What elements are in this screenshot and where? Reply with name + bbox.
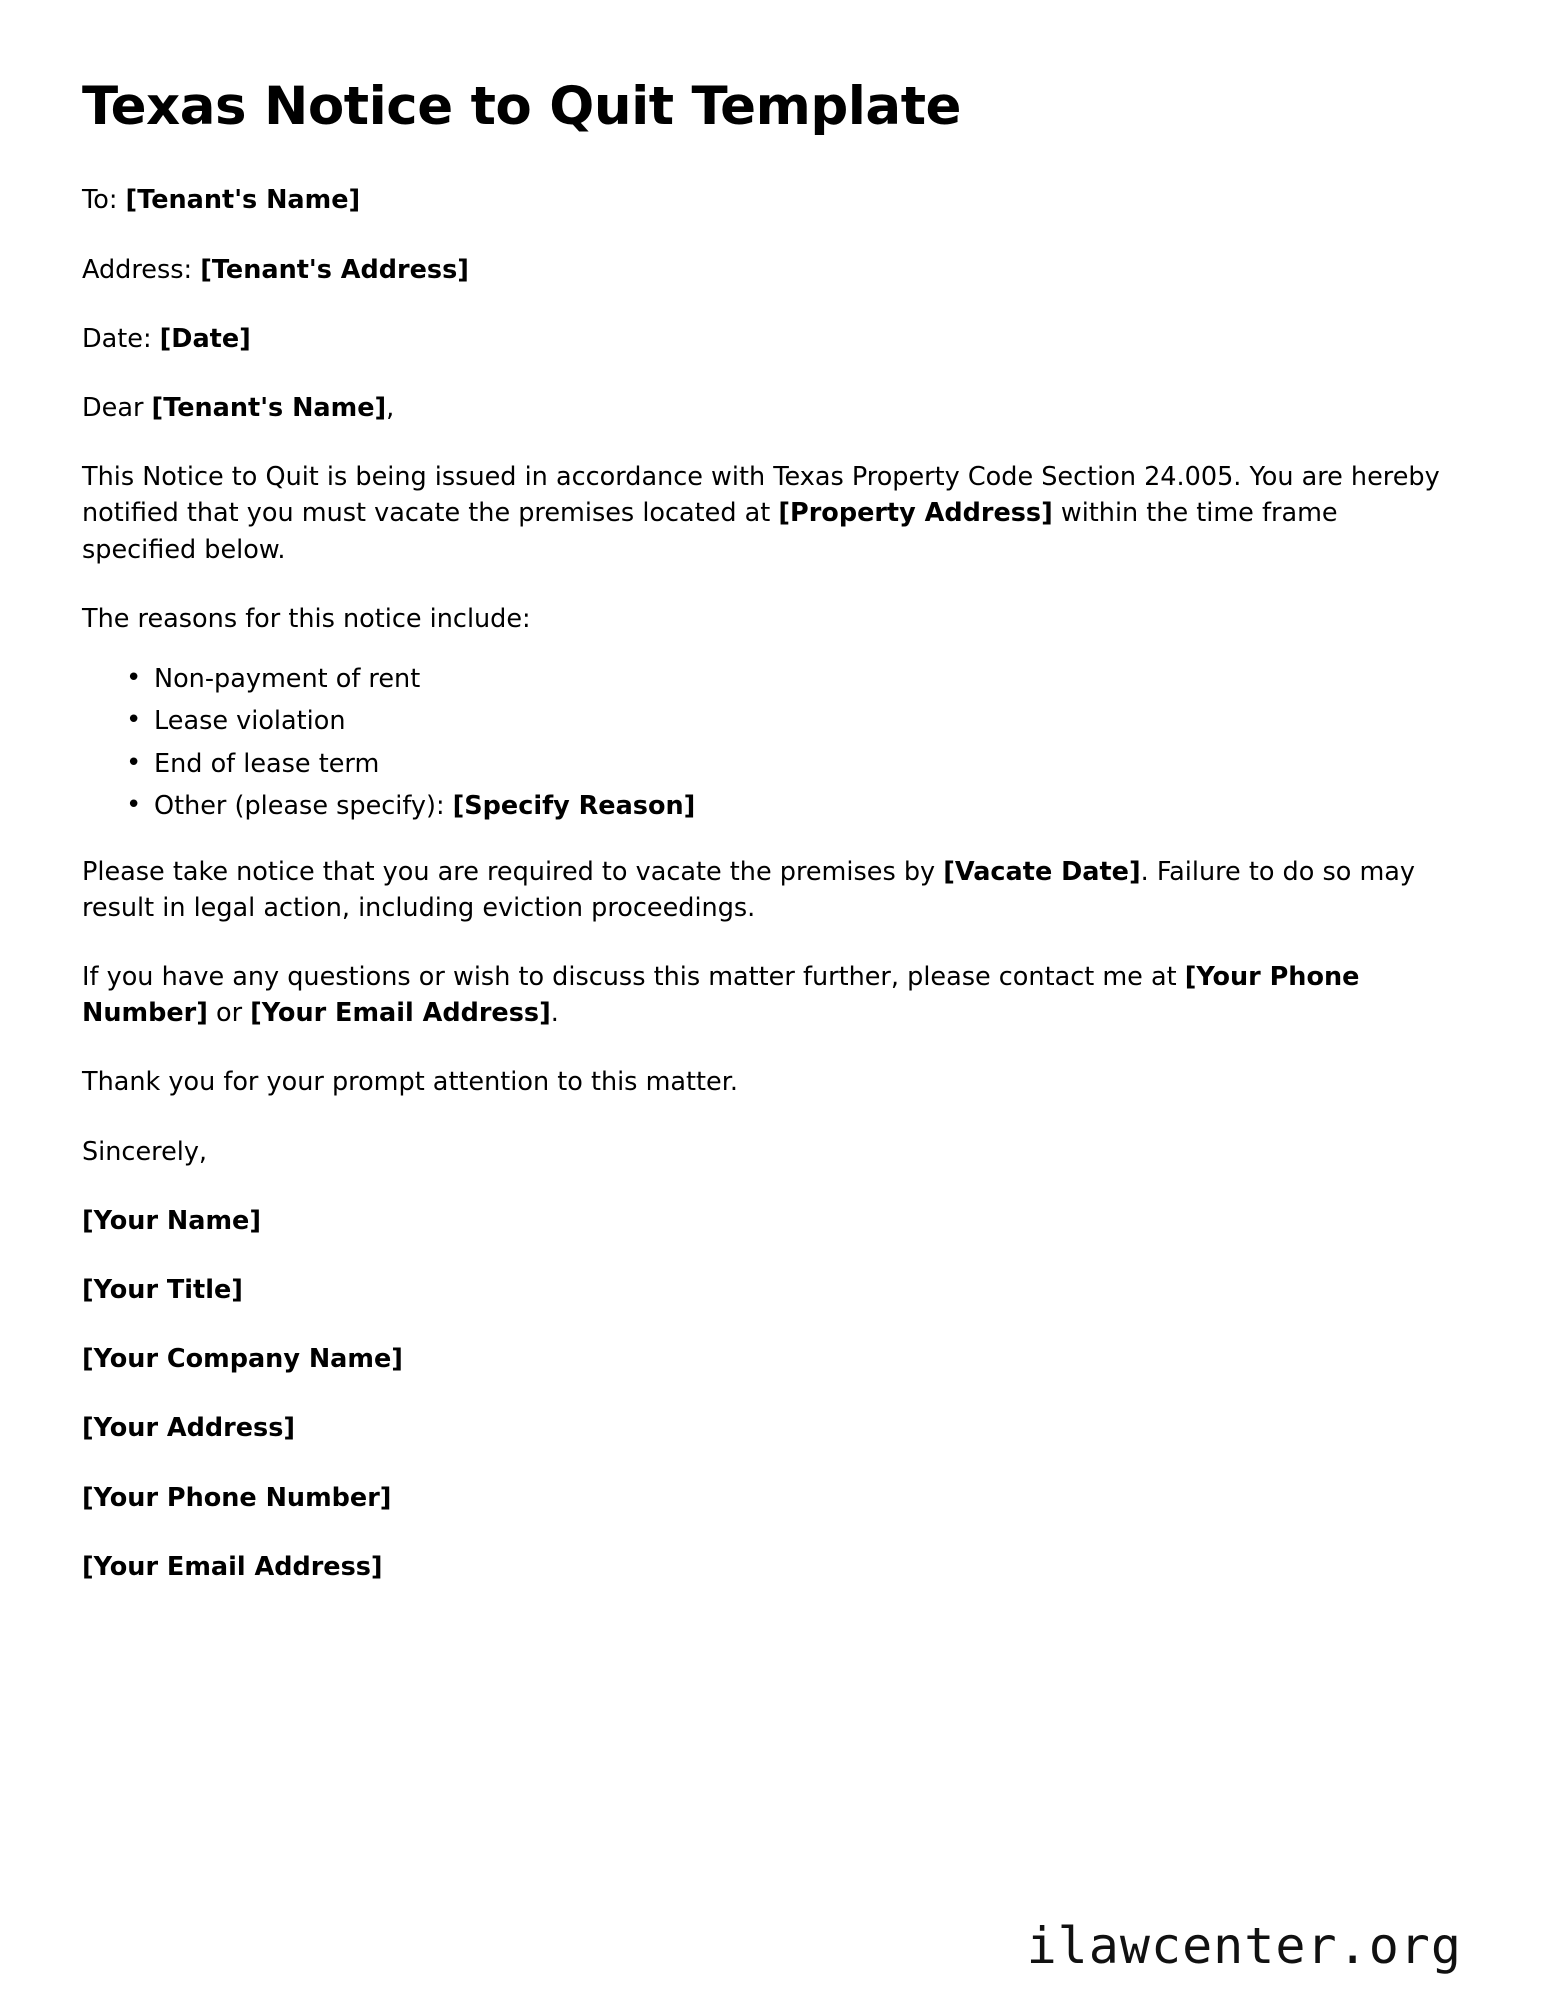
signature-your-address: [Your Address] bbox=[82, 1413, 296, 1444]
bottom-spacer bbox=[82, 1618, 1458, 1738]
salutation-name: [Tenant's Name] bbox=[151, 392, 387, 423]
field-address bbox=[82, 252, 1458, 288]
field-to bbox=[82, 182, 1458, 218]
intro-property-address-placeholder: [Property Address] bbox=[778, 498, 1053, 529]
intro-text-part-2: within the time frame specified below. bbox=[82, 498, 1338, 565]
vacate-text-part-2: . Failure to do so may result in legal action, including eviction proceedings. bbox=[82, 856, 1416, 923]
reason-text: Non-payment of rent bbox=[154, 663, 421, 694]
reason-placeholder: [Specify Reason] bbox=[452, 791, 696, 822]
contact-text-part-2: . bbox=[550, 998, 559, 1029]
field-to-value: [Tenant's Name] bbox=[125, 185, 361, 216]
vacate-date-placeholder: [Vacate Date] bbox=[943, 856, 1141, 887]
watermark: ilawcenter.org bbox=[1026, 1917, 1462, 1975]
field-address-value: [Tenant's Address] bbox=[200, 254, 469, 285]
intro-paragraph bbox=[82, 459, 1458, 568]
field-date-label: Date: bbox=[82, 323, 160, 354]
salutation-prefix: Dear bbox=[82, 392, 152, 423]
field-to-label: To: bbox=[82, 185, 126, 216]
signature-your-email: [Your Email Address] bbox=[82, 1551, 383, 1582]
reasons-heading: The reasons for this notice include: bbox=[82, 603, 531, 634]
contact-phone-placeholder: [Your Phone Number] bbox=[82, 962, 1360, 1029]
page-title: Texas Notice to Quit Template bbox=[82, 76, 961, 137]
signature-your-name: [Your Name] bbox=[82, 1205, 261, 1236]
signature-your-title: [Your Title] bbox=[82, 1275, 243, 1306]
field-address-label: Address: bbox=[82, 254, 201, 285]
field-date bbox=[82, 321, 1458, 357]
list-item bbox=[154, 789, 1458, 823]
list-item bbox=[154, 747, 1458, 781]
reason-text: End of lease term bbox=[154, 748, 380, 779]
closing-line: Sincerely, bbox=[82, 1136, 208, 1167]
contact-email-placeholder: [Your Email Address] bbox=[250, 998, 551, 1029]
contact-conjunction: or bbox=[207, 998, 251, 1029]
reasons-list bbox=[82, 662, 1458, 824]
contact-paragraph bbox=[82, 959, 1458, 1031]
thanks-paragraph: Thank you for your prompt attention to this matter. bbox=[82, 1067, 738, 1098]
contact-text-part-1: If you have any questions or wish to discuss this matter further, please contact me at bbox=[82, 962, 1185, 993]
signature-your-phone: [Your Phone Number] bbox=[82, 1482, 392, 1513]
intro-text-part-1: This Notice to Quit is being issued in accordance with Texas Property Code Section 24.005. You are hereby notified that you must vacate the premises located at bbox=[82, 462, 1440, 529]
salutation-suffix: , bbox=[386, 392, 395, 423]
vacate-text-part-1: Please take notice that you are required to vacate the premises by bbox=[82, 856, 944, 887]
reason-text: Lease violation bbox=[154, 706, 346, 737]
salutation bbox=[82, 390, 1458, 426]
field-date-value: [Date] bbox=[159, 323, 251, 354]
vacate-paragraph bbox=[82, 854, 1458, 926]
list-item bbox=[154, 704, 1458, 738]
signature-your-company: [Your Company Name] bbox=[82, 1344, 403, 1375]
reason-text: Other (please specify): bbox=[154, 791, 453, 822]
list-item bbox=[154, 662, 1458, 696]
